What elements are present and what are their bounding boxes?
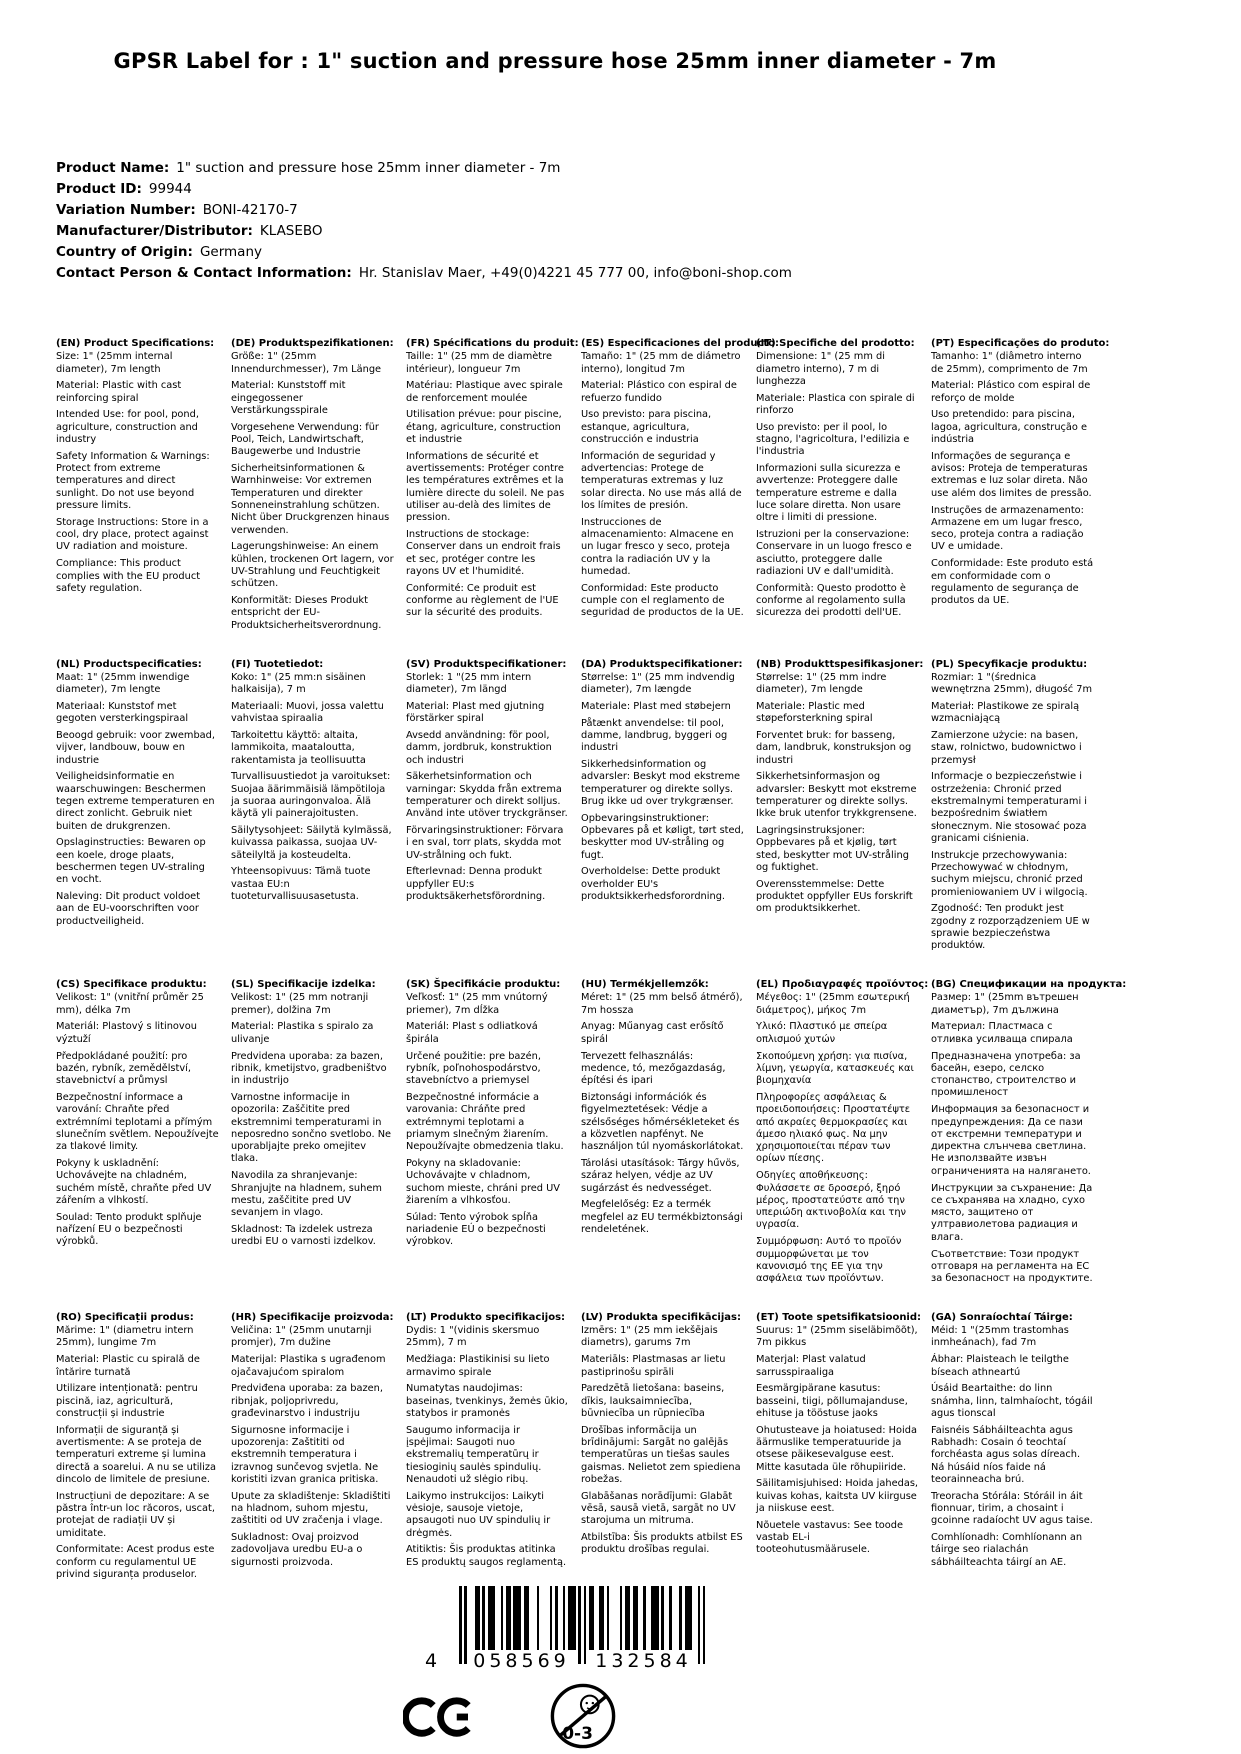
spec-heading: (LV) Produkta specifikācijas: [581, 1311, 741, 1323]
spec-paragraph: Zamierzone użycie: na basen, staw, rolnictwo, budownictwo i przemysł [931, 730, 1082, 766]
spec-paragraph: Informazioni sulla sicurezza e avvertenze: Proteggere dalle temperature estreme e dalla luce solare diretta. Non usare oltre i limiti di pressione. [756, 463, 901, 524]
spec-heading: (NB) Produkttspesifikasjoner: [756, 658, 924, 670]
spec-block-de [231, 338, 394, 637]
spec-paragraph: Предназначена употреба: за басейн, езеро, селско стопанство, строителство и промишленост [931, 1050, 1081, 1099]
spec-paragraph: Materiale: Plastic med støpeforsterkning spiral [756, 700, 873, 725]
spec-block-bg [931, 979, 1127, 1290]
spec-paragraph: Rozmiar: 1 "(średnica wewnętrzna 25mm), długość 7m [931, 671, 1093, 696]
spec-paragraph: Tamaño: 1" (25 mm de diámetro interno), longitud 7m [581, 351, 741, 375]
spec-heading: (PL) Specyfikacje produktu: [931, 658, 1088, 670]
spec-paragraph: Storlek: 1 "(25 mm intern diameter), 7m längd [406, 671, 532, 696]
barcode-left-digits: 058569 [473, 1650, 570, 1672]
spec-heading: (PT) Especificações do produto: [931, 338, 1110, 349]
spec-paragraph: Forventet bruk: for basseng, dam, landbruk, konstruksjon og industri [756, 730, 912, 766]
spec-paragraph: Turvallisuustiedot ja varoitukset: Suojaa äärimmäisiä lämpötiloja ja suoraa auringonvaloa. Älä käytä yli painerajoitusten. [231, 771, 391, 820]
spec-paragraph: Treoracha Stórála: Stóráil in áit fionnuar, tirim, a chosaint i gcoinne radaíocht UV agus taise. [931, 1490, 1093, 1527]
spec-paragraph: Megfelelőség: Ez a termék megfelel az EU termékbiztonsági rendeletének. [581, 1199, 743, 1235]
spec-paragraph: Materiál: Plastový s litinovou výztuží [56, 1021, 197, 1045]
spec-paragraph: Υλικό: Πλαστικό με σπείρα οπλισμού χυτών [756, 1021, 888, 1045]
spec-heading: (DE) Produktspezifikationen: [231, 338, 394, 349]
spec-paragraph: Velikost: 1" (vnitřní průměr 25 mm), délka 7m [56, 992, 204, 1016]
country-of-origin-value: Germany [199, 244, 262, 260]
spec-heading: (HR) Specifikacije proizvoda: [231, 1311, 394, 1323]
spec-block-en [56, 338, 219, 600]
spec-paragraph: Conformidad: Este producto cumple con el reglamento de seguridad de productos de la UE. [581, 582, 744, 619]
spec-paragraph: Beoogd gebruik: voor zwembad, vijver, landbouw, bouw en industrie [56, 730, 216, 766]
spec-paragraph: Informacje o bezpieczeństwie i ostrzeżenia: Chronić przed ekstremalnymi temperaturami i bezpośrednim światłem słonecznym. Nie stosować poza granicami ciśnienia. [931, 771, 1088, 844]
spec-block-sv [406, 659, 569, 908]
spec-paragraph: Bezpečnostné informácie a varovania: Chráňte pred extrémnymi teplotami a priamym slnečným žiarením. Nepoužívajte obmedzenia tlaku. [406, 1091, 564, 1153]
spec-paragraph: Instructions de stockage: Conserver dans un endroit frais et sec, protéger contre les rayons UV et l'humidité. [406, 529, 561, 578]
spec-paragraph: Naleving: Dit product voldoet aan de EU-voorschriften voor productveiligheid. [56, 891, 201, 927]
spec-paragraph: Nõuetele vastavus: See toode vastab EL-i tooteohutusmäärusele. [756, 1519, 904, 1556]
spec-paragraph: Medžiaga: Plastikinisi su lieto armavimo spirale [406, 1354, 550, 1378]
spec-paragraph: Koko: 1" (25 mm:n sisäinen halkaisija), 7 m [231, 671, 366, 696]
spec-heading: (NL) Productspecificaties: [56, 658, 202, 670]
product-id-label: Product ID: [56, 181, 142, 197]
spec-paragraph: Comhlíonadh: Comhlíonann an táirge seo rialachán sábháilteachta táirgí an AE. [931, 1532, 1083, 1568]
spec-paragraph: Mărime: 1" (diametru intern 25mm), lungime 7m [56, 1325, 194, 1349]
spec-heading: (BG) Спецификации на продукта: [931, 979, 1127, 991]
product-name-label: Product Name: [56, 160, 170, 176]
spec-paragraph: Material: Plástico con espiral de refuerzo fundido [581, 380, 737, 404]
country-of-origin-row [56, 242, 1181, 263]
spec-paragraph: Uso previsto: per il pool, lo stagno, l'agricoltura, l'edilizia e l'industria [756, 421, 910, 458]
barcode-right-digits: 132584 [595, 1650, 692, 1672]
spec-paragraph: Faisnéis Sábháilteachta agus Rabhadh: Cosain ó teochtaí forchéasta agus solas díreach. Ná húsáid níos faide ná teorainneacha brú. [931, 1424, 1081, 1485]
spec-block-pt [931, 338, 1110, 612]
spec-paragraph: Sukladnost: Ovaj proizvod zadovoljava uredbu EU-a o sigurnosti proizvoda. [231, 1532, 363, 1568]
spec-paragraph: Σκοπούμενη χρήση: για πισίνα, λίμνη, γεωργία, κατασκευές και βιομηχανία [756, 1050, 914, 1087]
spec-paragraph: Tárolási utasítások: Tárgy hűvös, száraz helyen, védje az UV sugárzást és nedvességet. [581, 1157, 740, 1194]
age-range-text: 0-3 [562, 1724, 593, 1745]
variation-number-value: BONI-42170-7 [202, 202, 298, 218]
spec-paragraph: Informações de segurança e avisos: Proteja de temperaturas extremas e luz solar direta. Não use além dos limites de pressão. [931, 450, 1092, 499]
spec-paragraph: Méret: 1" (25 mm belső átmérő), 7m hossza [581, 992, 743, 1016]
spec-paragraph: Materiāls: Plastmasas ar lietu pastiprinošu spirāli [581, 1354, 726, 1378]
spec-paragraph: Numatytas naudojimas: baseinas, tvenkinys, žemės ūkio, statybos ir pramonės [406, 1383, 568, 1419]
spec-block-ga [931, 1312, 1094, 1574]
spec-heading: (FI) Tuotetiedot: [231, 658, 324, 670]
spec-paragraph: Informations de sécurité et avertissements: Protéger contre les températures extrêmes et la lumière directe du soleil. Ne pas utiliser au-delà des limites de pression. [406, 450, 565, 524]
spec-paragraph: Sikkerhetsinformasjon og advarsler: Beskytt mot ekstreme temperaturer og direkte sollys. Ikke bruk utenfor trykkgrensene. [756, 771, 917, 820]
spec-paragraph: Størrelse: 1" (25 mm indvendig diameter), 7m længde [581, 671, 735, 696]
spec-paragraph: Размер: 1" (25mm вътрешен диаметър), 7m дължина [931, 992, 1079, 1016]
spec-grid [56, 338, 1127, 1586]
spec-paragraph: Anyag: Műanyag cast erősítő spirál [581, 1021, 724, 1045]
spec-block-lv [581, 1312, 744, 1561]
spec-paragraph: Velikost: 1" (25 mm notranji premer), dolžina 7m [231, 992, 369, 1016]
spec-paragraph: Instrucciones de almacenamiento: Almacene en un lugar fresco y seco, proteja contra la radiación UV y la humedad. [581, 516, 734, 578]
spec-block-fr [406, 338, 579, 624]
spec-paragraph: Συμμόρφωση: Αυτό το προϊόν συμμορφώνεται με τον κανονισμό της ΕΕ για την ασφάλεια των προϊόντων. [756, 1236, 902, 1285]
spec-paragraph: Ohutusteave ja hoiatused: Hoida äärmuslike temperatuuride ja otsese päikesevalguse eest. Mitte kasutada üle rõhupiiride. [756, 1424, 917, 1473]
spec-paragraph: Οδηγίες αποθήκευσης: Φυλάσσετε σε δροσερό, ξηρό μέρος, προστατεύστε από την υπεριώδη ακτινοβολία και την υγρασία. [756, 1170, 907, 1231]
spec-paragraph: Atitiktis: Šis produktas atitinka ES produktų saugos reglamentą. [406, 1544, 567, 1568]
manufacturer-row [56, 221, 1181, 242]
spec-paragraph: Dimensione: 1" (25 mm di diametro interno), 7 m di lunghezza [756, 351, 885, 387]
spec-paragraph: Utilizare intenționată: pentru piscină, iaz, agricultură, construcții și industrie [56, 1383, 198, 1419]
spec-heading: (FR) Spécifications du produit: [406, 338, 579, 349]
spec-block-nl [56, 659, 219, 933]
spec-paragraph: Materijal: Plastika s ugrađenom ojačavajućom spiralom [231, 1354, 386, 1378]
spec-heading: (DA) Produktspecifikationer: [581, 658, 743, 670]
spec-paragraph: Avsedd användning: för pool, damm, jordbruk, konstruktion och industri [406, 730, 552, 766]
ean13-barcode [425, 1586, 715, 1678]
product-id-value: 99944 [148, 181, 192, 197]
spec-block-el [756, 979, 929, 1290]
spec-paragraph: Lagerungshinweise: An einem kühlen, trockenen Ort lagern, vor UV-Strahlung und Feuchtigkeit schützen. [231, 541, 394, 590]
spec-paragraph: Pokyny k uskladnění: Uchovávejte na chladném, suchém místě, chraňte před UV zářením a vlhkostí. [56, 1157, 212, 1206]
spec-heading: (CS) Specifikace produktu: [56, 979, 207, 991]
spec-paragraph: Материал: Пластмаса с отливка усилваща спирала [931, 1021, 1073, 1045]
spec-paragraph: Opslaginstructies: Bewaren op een koele, droge plaats, beschermen tegen UV-straling en vocht. [56, 837, 206, 886]
spec-paragraph: Vorgesehene Verwendung: für Pool, Teich, Landwirtschaft, Baugewerbe und Industrie [231, 421, 379, 458]
spec-block-sl [231, 979, 394, 1253]
spec-paragraph: Laikymo instrukcijos: Laikyti vėsioje, sausoje vietoje, apsaugoti nuo UV spindulių ir drėgmės. [406, 1490, 551, 1539]
spec-paragraph: Tervezett felhasználás: medence, tó, mezőgazdaság, építési és ipari [581, 1050, 726, 1087]
spec-paragraph: Tarkoitettu käyttö: altaita, lammikoita, maataloutta, rakentamista ja teollisuutta [231, 730, 366, 766]
spec-block-da [581, 659, 744, 908]
spec-paragraph: Conformitate: Acest produs este conform cu regulamentul UE privind siguranța produselor. [56, 1544, 215, 1581]
spec-paragraph: Suurus: 1" (25mm siseläbimõõt), 7m pikkus [756, 1325, 918, 1349]
spec-paragraph: Dydis: 1 "(vidinis skersmuo 25mm), 7 m [406, 1325, 540, 1349]
spec-heading: (ET) Toote spetsifikatsioonid: [756, 1311, 922, 1323]
spec-paragraph: Drošības informācija un brīdinājumi: Sargāt no galējās temperatūras un tiešas saules gaismas. Nelietot zem spiediena robežas. [581, 1424, 741, 1485]
spec-block-it [756, 338, 919, 624]
barcode-lead-digit: 4 [425, 1650, 438, 1672]
page-title: GPSR Label for : 1" suction and pressure hose 25mm inner diameter - 7m [113, 49, 997, 73]
product-name-value: 1" suction and pressure hose 25mm inner diameter - 7m [176, 160, 561, 176]
contact-row [56, 263, 1181, 284]
spec-paragraph: Sicherheitsinformationen & Warnhinweise: Vor extremen Temperaturen und direkter Sonneneinstrahlung schützen. Nicht über Druckgrenzen hinaus verwenden. [231, 463, 390, 536]
spec-paragraph: Πληροφορίες ασφάλειας & προειδοποιήσεις: Προστατέψτε από ακραίες θερμοκρασίες και άμεσο ηλιακό φως. Να μην χρησιμοποιείται πέραν των ορίων πίεσης. [756, 1091, 911, 1165]
spec-paragraph: Material: Plast med gjutning förstärker spiral [406, 700, 545, 725]
spec-heading: (IT) Specifiche del prodotto: [756, 338, 915, 349]
product-id-row [56, 179, 1181, 200]
spec-paragraph: Konformität: Dieses Produkt entspricht der EU-Produktsicherheitsverordnung. [231, 595, 382, 631]
spec-paragraph: Yhteensopivuus: Tämä tuote vastaa EU:n tuoteturvallisuusasetusta. [231, 866, 371, 903]
spec-paragraph: Intended Use: for pool, pond, agriculture, construction and industry [56, 409, 199, 446]
spec-paragraph: Lagringsinstruksjoner: Oppbevares på et kjølig, tørt sted, beskytter mot UV-stråling og fuktighet. [756, 825, 909, 873]
spec-paragraph: Overensstemmelse: Dette produktet oppfyller EUs forskrift om produktsikkerhet. [756, 878, 913, 915]
spec-paragraph: Matériau: Plastique avec spirale de renforcement moulée [406, 380, 563, 404]
spec-paragraph: Säkerhetsinformation och varningar: Skydda från extrema temperaturer och direkt solljus. Använd inte utöver tryckgränser. [406, 771, 568, 820]
spec-heading: (HU) Termékjellemzők: [581, 979, 709, 991]
spec-paragraph: Upute za skladištenje: Skladištiti na hladnom, suhom mjestu, zaštititi od UV zračenja i vlage. [231, 1490, 391, 1527]
spec-paragraph: Bezpečnostní informace a varování: Chraňte před extrémními teplotami a přímým slunečním světlem. Nepoužívejte za tlakové limity. [56, 1091, 219, 1153]
spec-paragraph: Glabāšanas norādījumi: Glabāt vēsā, sausā vietā, sargāt no UV starojuma un mitruma. [581, 1490, 736, 1527]
spec-paragraph: Påtænkt anvendelse: til pool, damme, landbrug, byggeri og industri [581, 717, 728, 754]
spec-paragraph: Informații de siguranță și avertismente: A se proteja de temperaturi extreme și lumina directă a soarelui. A nu se utiliza dincolo de limitele de presiune. [56, 1424, 217, 1485]
spec-paragraph: Storage Instructions: Store in a cool, dry place, protect against UV radiation and moisture. [56, 516, 209, 553]
spec-paragraph: Určené použitie: pre bazén, rybník, poľnohospodárstvo, stavebníctvo a priemysel [406, 1050, 541, 1087]
spec-paragraph: Säilitamisjuhised: Hoida jahedas, kuivas kohas, kaitsta UV kiirguse ja niiskuse eest. [756, 1478, 919, 1515]
spec-heading: (SK) Špecifikácie produktu: [406, 979, 561, 991]
spec-paragraph: Conformità: Questo prodotto è conforme al regolamento sulla sicurezza dei prodotti dell'UE. [756, 582, 906, 619]
spec-paragraph: Förvaringsinstruktioner: Förvara i en sval, torr plats, skydda mot UV-strålning och fukt. [406, 825, 564, 861]
spec-block-pl [931, 659, 1094, 958]
spec-paragraph: Size: 1" (25mm internal diameter), 7m length [56, 351, 173, 375]
spec-paragraph: Skladnost: Ta izdelek ustreza uredbi EU o varnosti izdelkov. [231, 1223, 376, 1248]
spec-paragraph: Eesmärgipärane kasutus: basseini, tiigi, põllumajanduse, ehituse ja tööstuse jaoks [756, 1383, 908, 1419]
spec-paragraph: Maat: 1" (25mm inwendige diameter), 7m lengte [56, 671, 190, 696]
spec-paragraph: Información de seguridad y advertencias: Protege de temperaturas extremas y luz solar directa. No use más allá de los límites de presión. [581, 450, 742, 512]
spec-paragraph: Materiál: Plast s odliatková špirála [406, 1021, 538, 1045]
spec-paragraph: Veličina: 1" (25mm unutarnji promjer), 7m dužine [231, 1325, 372, 1349]
spec-paragraph: Tamanho: 1" (diâmetro interno de 25mm), comprimento de 7m [931, 351, 1088, 375]
spec-paragraph: Μέγεθος: 1" (25mm εσωτερική διάμετρος), μήκος 7m [756, 992, 910, 1016]
country-of-origin-label: Country of Origin: [56, 244, 193, 260]
spec-paragraph: Material: Kunststoff mit eingegossener Verstärkungsspirale [231, 380, 346, 416]
spec-paragraph: Predviđena uporaba: za bazen, ribnjak, poljoprivredu, građevinarstvo i industriju [231, 1383, 383, 1419]
spec-heading: (SL) Specifikacije izdelka: [231, 979, 376, 991]
spec-paragraph: Materiale: Plast med støbejern [581, 700, 731, 712]
spec-paragraph: Efterlevnad: Denna produkt uppfyller EU:s produktsäkerhetsförordning. [406, 866, 546, 903]
spec-paragraph: Uso pretendido: para piscina, lagoa, agricultura, construção e indústria [931, 409, 1088, 446]
spec-paragraph: Soulad: Tento produkt splňuje nařízení EU o bezpečnosti výrobků. [56, 1211, 202, 1248]
spec-block-sk [406, 979, 569, 1253]
barcode-bar [703, 1586, 706, 1664]
spec-paragraph: Sigurnosne informacije i upozorenja: Zaštititi od ekstremnih temperatura i izravnog sunčevog svjetla. Ne koristiti izvan granica pritiska. [231, 1424, 379, 1485]
spec-paragraph: Méid: 1 "(25mm trastomhas inmheánach), fad 7m [931, 1325, 1069, 1349]
spec-paragraph: Materiaal: Kunststof met gegoten versterkingspiraal [56, 700, 189, 725]
age-warning-icon [549, 1682, 617, 1750]
spec-paragraph: Paredzētā lietošana: baseins, dīkis, lauksaimniecība, būvniecība un rūpniecība [581, 1383, 725, 1419]
variation-number-label: Variation Number: [56, 202, 196, 218]
spec-paragraph: Pokyny na skladovanie: Uchovávajte v chladnom, suchom mieste, chráni pred UV žiarením a vlhkosťou. [406, 1157, 560, 1206]
spec-heading: (LT) Produkto specifikacijos: [406, 1311, 566, 1323]
spec-paragraph: Materjal: Plast valatud sarrusspiraaliga [756, 1354, 866, 1378]
spec-paragraph: Opbevaringsinstruktioner: Opbevares på et køligt, tørt sted, beskytter mod UV-stråling og fugt. [581, 812, 744, 861]
spec-block-hu [581, 979, 744, 1241]
spec-paragraph: Saugumo informacija ir įspėjimai: Saugoti nuo ekstremalių temperatūrų ir tiesioginių saulės spindulių. Nenaudoti už slėgio ribų. [406, 1424, 542, 1485]
spec-paragraph: Material: Plástico com espiral de reforço de molde [931, 380, 1091, 404]
spec-paragraph: Ábhar: Plaisteach le teilgthe bíseach athneartú [931, 1354, 1069, 1378]
spec-heading: (ES) Especificaciones del producto: [581, 338, 780, 349]
spec-paragraph: Sikkerhedsinformation og advarsler: Beskyt mod ekstreme temperaturer og direkte sollys. Brug ikke ud over trykgrænser. [581, 759, 741, 807]
spec-paragraph: Veľkosť: 1" (25 mm vnútorný priemer), 7m dĺžka [406, 992, 548, 1016]
spec-block-et [756, 1311, 922, 1561]
spec-block-lt [406, 1312, 569, 1574]
spec-block-cs [56, 979, 219, 1253]
spec-block-hr [231, 1312, 394, 1574]
spec-block-es [581, 338, 780, 624]
spec-paragraph: Material: Plastic cu spirală de întărire turnată [56, 1354, 200, 1378]
spec-heading: (RO) Specificații produs: [56, 1311, 194, 1323]
manufacturer-value: KLASEBO [259, 223, 323, 239]
spec-block-ro [56, 1312, 219, 1586]
spec-heading: (EN) Product Specifications: [56, 338, 215, 349]
spec-block-fi [231, 659, 394, 908]
spec-paragraph: Taille: 1" (25 mm de diamètre intérieur), longueur 7m [406, 351, 552, 375]
spec-paragraph: Predvidena uporaba: za bazen, ribnik, kmetijstvo, gradbeništvo in industrijo [231, 1050, 387, 1087]
contact-value: Hr. Stanislav Maer, +49(0)4221 45 777 00, info@boni-shop.com [358, 265, 792, 281]
manufacturer-label: Manufacturer/Distributor: [56, 223, 253, 239]
spec-paragraph: Izmērs: 1" (25 mm iekšējais diametrs), garums 7m [581, 1325, 718, 1349]
spec-heading: (GA) Sonraíochtaí Táirge: [931, 1311, 1073, 1323]
spec-paragraph: Instrukcje przechowywania: Przechowywać w chłodnym, suchym miejscu, chronić przed promieniowaniem UV i wilgocią. [931, 849, 1088, 898]
spec-paragraph: Säilytysohjeet: Säilytä kylmässä, kuivassa paikassa, suojaa UV-säteilyltä ja kosteudelta. [231, 825, 392, 861]
product-name-row [56, 158, 1181, 179]
spec-paragraph: Material: Plastic with cast reinforcing spiral [56, 380, 182, 404]
spec-paragraph: Uso previsto: para piscina, estanque, agricultura, construcción e industria [581, 409, 712, 446]
spec-paragraph: Materiaali: Muovi, jossa valettu vahvistaa spiraalia [231, 700, 384, 725]
spec-paragraph: Safety Information & Warnings: Protect from extreme temperatures and direct sunlight. Do not use beyond pressure limits. [56, 450, 210, 512]
spec-paragraph: Předpokládané použití: pro bazén, rybník, zemědělství, stavebnictví a průmysl [56, 1050, 191, 1087]
spec-paragraph: Инструкции за съхранение: Да се съхранява на хладно, сухо място, защитено от ултравиолетова радиация и влага. [931, 1182, 1093, 1243]
spec-block-nb [756, 658, 924, 921]
spec-paragraph: Materiale: Plastica con spirale di rinforzo [756, 392, 915, 416]
contact-label: Contact Person & Contact Information: [56, 265, 352, 281]
spec-paragraph: Instruções de armazenamento: Armazene em um lugar fresco, seco, proteja contra a radiação UV e umidade. [931, 504, 1084, 553]
spec-paragraph: Zgodność: Ten produkt jest zgodny z rozporządzeniem UE w sprawie bezpieczeństwa produktów. [931, 903, 1090, 952]
spec-paragraph: Veiligheidsinformatie en waarschuwingen: Beschermen tegen extreme temperaturen en direct zonlicht. Gebruik niet buiten de drukgrenzen. [56, 771, 215, 832]
spec-paragraph: Conformité: Ce produit est conforme au règlement de l'UE sur la sécurité des produits. [406, 582, 559, 619]
spec-paragraph: Съответствие: Този продукт отговаря на регламента на ЕС за безопасност на продуктите. [931, 1248, 1093, 1285]
spec-paragraph: Súlad: Tento výrobok spĺňa nariadenie EÚ o bezpečnosti výrobkov. [406, 1211, 546, 1248]
spec-heading: (SV) Produktspecifikationer: [406, 658, 567, 670]
ce-mark-icon [403, 1688, 473, 1746]
spec-paragraph: Atbilstība: Šis produkts atbilst ES produktu drošības regulai. [581, 1532, 743, 1556]
variation-number-row [56, 200, 1181, 221]
spec-paragraph: Overholdelse: Dette produkt overholder EU's produktsikkerhedsforordning. [581, 866, 726, 903]
spec-paragraph: Compliance: This product complies with the EU product safety regulation. [56, 558, 201, 594]
spec-paragraph: Úsáid Beartaithe: do linn snámha, linn, talmhaíocht, tógáil agus tionscal [931, 1383, 1093, 1419]
spec-paragraph: Conformidade: Este produto está em conformidade com o regulamento de segurança de produtos da UE. [931, 558, 1094, 607]
spec-paragraph: Utilisation prévue: pour piscine, étang, agriculture, construction et industrie [406, 409, 562, 446]
spec-paragraph: Biztonsági információk és figyelmeztetések: Védje a szélsőséges hőmérsékleteket és a közvetlen napfényt. Ne használjon túl nyomáskorlátokat. [581, 1091, 744, 1153]
product-info [56, 158, 1181, 284]
spec-paragraph: Instrucțiuni de depozitare: A se păstra într-un loc răcoros, uscat, protejat de radiații UV și umiditate. [56, 1490, 215, 1539]
spec-paragraph: Varnostne informacije in opozorila: Zaščitite pred ekstremnimi temperaturami in neposredno sončno svetlobo. Ne uporabljajte preko omejitev tlaka. [231, 1091, 392, 1165]
spec-paragraph: Navodila za shranjevanje: Shranjujte na hladnem, suhem mestu, zaščitite pred UV sevanjem in vlago. [231, 1170, 382, 1219]
spec-paragraph: Størrelse: 1" (25 mm indre diameter), 7m lengde [756, 671, 887, 696]
spec-paragraph: Информация за безопасност и предупреждения: Да се пази от екстремни температури и директна слънчева светлина. Не използвайте извън ограниченията на налягането. [931, 1104, 1091, 1177]
spec-paragraph: Größe: 1" (25mm Innendurchmesser), 7m Länge [231, 351, 382, 375]
spec-paragraph: Material: Plastika s spiralo za ulivanje [231, 1021, 374, 1045]
spec-paragraph: Istruzioni per la conservazione: Conservare in un luogo fresco e asciutto, proteggere dalle radiazioni UV e dall'umidità. [756, 529, 912, 578]
spec-paragraph: Materiał: Plastikowe ze spiralą wzmacniającą [931, 700, 1080, 725]
spec-heading: (EL) Προδιαγραφές προϊόντος: [756, 979, 929, 991]
